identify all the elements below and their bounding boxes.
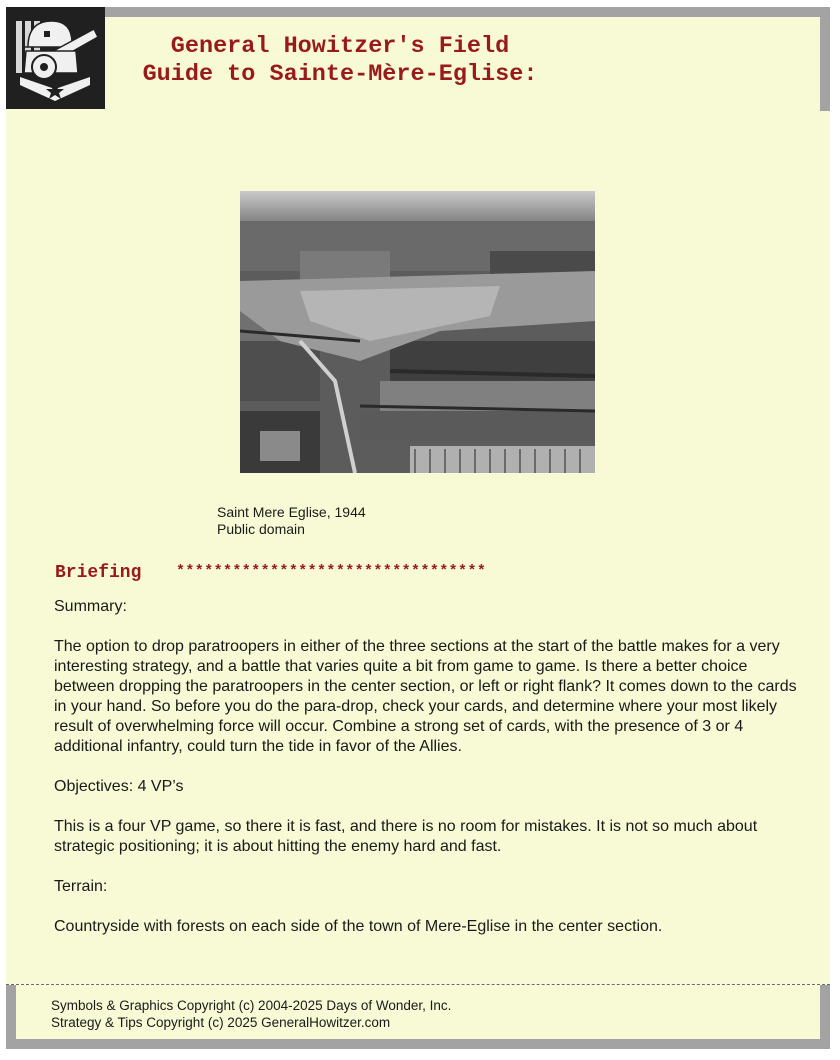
aerial-photo: [240, 191, 595, 473]
howitzer-soldier-emblem-icon: [6, 7, 105, 109]
page-title-line-2: Guide to Sainte-Mère-Eglise:: [142, 61, 538, 88]
objectives-label: Objectives: 4 VP’s: [54, 778, 184, 795]
summary-text: The option to drop paratroopers in either of the three sections at the start of the battle makes for a very interesting strategy, and a battle that varies quite a bit from game to game. Is there a better choice between dropping the paratroopers in the center section, or left or right flank? It comes down to the cards in your hand. So before you do the para-drop, check your cards, and determine where your most likely result of overwhelming force will occur. Combine a strong set of cards, with the presence of 3 or 4 additional infantry, could turn the tide in favor of the Allies.: [54, 638, 797, 755]
terrain-text: Countryside with forests on each side of the town of Mere-Eglise in the center section.: [54, 918, 663, 935]
footer-frame-bottom: [6, 1039, 830, 1049]
footer-copyright-strategy: Strategy & Tips Copyright (c) 2025 GeneralHowitzer.com: [51, 1015, 391, 1030]
briefing-heading: [55, 563, 755, 585]
frame-right: [820, 7, 830, 111]
footer-copyright: [51, 997, 451, 1031]
briefing-label: Briefing: [55, 563, 142, 583]
page-title-line-1: General Howitzer's Field: [170, 33, 510, 60]
photo-caption-credit: Public domain: [217, 521, 305, 537]
page-title: [110, 33, 570, 89]
objectives-text: This is a four VP game, so there it is fast, and there is no room for mistakes. It is not so much about strategic positioning; it is about hitting the enemy hard and fast.: [54, 818, 758, 855]
summary-label: Summary:: [54, 598, 127, 615]
photo-caption: [217, 504, 366, 538]
photo-caption-title: Saint Mere Eglise, 1944: [217, 504, 366, 520]
frame-top: [6, 7, 830, 17]
briefing-stars: *********************************: [176, 563, 487, 580]
footer-copyright-graphics: Symbols & Graphics Copyright (c) 2004-2025 Days of Wonder, Inc.: [51, 998, 452, 1013]
terrain-label: Terrain:: [54, 878, 108, 895]
briefing-body: [54, 597, 799, 957]
